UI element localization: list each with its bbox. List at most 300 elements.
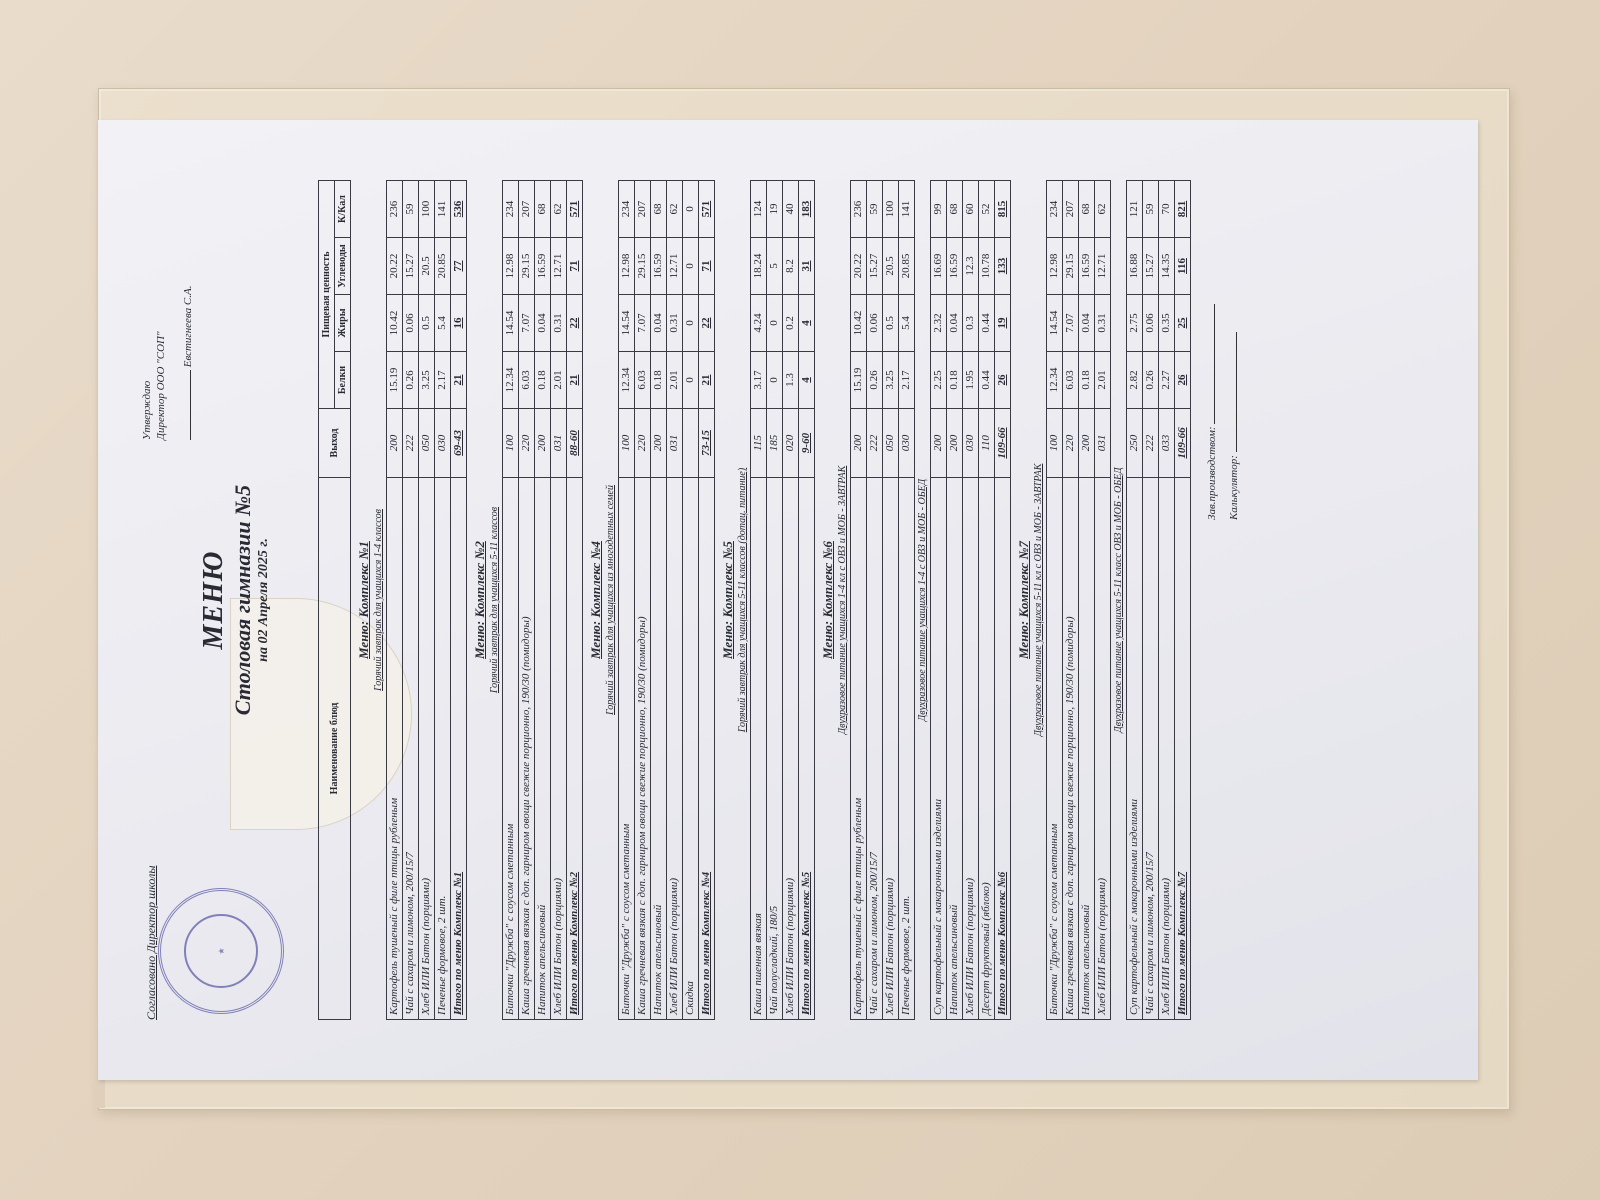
dish-carbs: 133 (995, 238, 1011, 295)
dish-output: 200 (535, 409, 551, 478)
menu-table-body (351, 181, 1191, 1020)
dish-name: Биточки "Дружба" с соусом сметанным (619, 478, 635, 1020)
dish-output: 109-66 (995, 409, 1011, 478)
section-subtitle (835, 181, 851, 1020)
dish-output: 185 (767, 409, 783, 478)
dish-carbs: 20.5 (419, 238, 435, 295)
dish-carbs: 8.2 (783, 238, 799, 295)
table-row (551, 181, 567, 1020)
dish-output: 220 (1063, 409, 1079, 478)
dish-protein: 12.34 (1047, 352, 1063, 409)
dish-name: Итого по меню Комплекс №4 (699, 478, 715, 1020)
dish-carbs: 29.15 (519, 238, 535, 295)
dish-protein: 0.18 (651, 352, 667, 409)
dish-carbs: 16.69 (931, 238, 947, 295)
dish-fat: 0.31 (1095, 295, 1111, 352)
dish-name: Картофель тушеный с филе птицы рубленым (851, 478, 867, 1020)
table-row (651, 181, 667, 1020)
dish-output: 220 (635, 409, 651, 478)
document-subtitle: Столовая гимназии №5 (230, 484, 255, 716)
document-title: МЕНЮ (198, 550, 229, 650)
section-subtitle (371, 181, 387, 1020)
table-row (851, 181, 867, 1020)
dish-protein: 1.95 (963, 352, 979, 409)
dish-name: Итого по меню Комплекс №2 (567, 478, 583, 1020)
dish-carbs: 18.24 (751, 238, 767, 295)
dish-carbs: 29.15 (635, 238, 651, 295)
dish-carbs: 12.98 (503, 238, 519, 295)
document-header (138, 160, 318, 1040)
dish-fat: 0.5 (419, 295, 435, 352)
calculator-label: Калькулятор: (1228, 455, 1240, 520)
dish-name: Каша гречневая вязкая с доп. гарниром овощи свежие порционно, 190/30 (помидоры) (635, 478, 651, 1020)
dish-fat: 10.42 (851, 295, 867, 352)
dish-output: 220 (519, 409, 535, 478)
dish-protein: 2.25 (931, 352, 947, 409)
dish-protein: 15.19 (387, 352, 403, 409)
dish-carbs: 16.59 (651, 238, 667, 295)
section-subtitle-text: Двухразовое питание учащихся 1-4 кл с ОВЗ и МОБ - ЗАВТРАК (837, 465, 848, 735)
dish-carbs: 71 (567, 238, 583, 295)
table-row (963, 181, 979, 1020)
dish-kcal: 62 (1095, 181, 1111, 238)
dish-kcal: 70 (1159, 181, 1175, 238)
dish-output: 200 (651, 409, 667, 478)
dish-protein: 12.34 (619, 352, 635, 409)
dish-kcal: 536 (451, 181, 467, 238)
dish-protein: 2.01 (551, 352, 567, 409)
dish-output: 88-60 (567, 409, 583, 478)
table-row (883, 181, 899, 1020)
dish-output: 9-60 (799, 409, 815, 478)
dish-fat: 0.35 (1159, 295, 1175, 352)
table-row (387, 181, 403, 1020)
dish-protein: 0.44 (979, 352, 995, 409)
dish-kcal: 815 (995, 181, 1011, 238)
table-row (1063, 181, 1079, 1020)
dish-output: 031 (551, 409, 567, 478)
section-subtitle (1111, 181, 1127, 1020)
dish-fat: 7.07 (519, 295, 535, 352)
dish-carbs: 15.27 (1143, 238, 1159, 295)
dish-fat: 0 (683, 295, 699, 352)
dish-carbs: 77 (451, 238, 467, 295)
dish-output: 109-66 (1175, 409, 1191, 478)
dish-kcal: 52 (979, 181, 995, 238)
dish-name: Суп картофельный с макаронными изделиями (1127, 478, 1143, 1020)
dish-protein: 3.25 (883, 352, 899, 409)
section-title (583, 181, 604, 1020)
col-name-header: Наименование блюд (319, 478, 351, 1020)
section-title-text: Меню: Комплекс №2 (472, 541, 487, 659)
col-nutrition-header: Пищевая ценность (319, 181, 335, 409)
dish-protein: 2.17 (899, 352, 915, 409)
dish-fat: 22 (699, 295, 715, 352)
dish-protein: 12.34 (503, 352, 519, 409)
section-title-text: Меню: Комплекс №6 (820, 541, 835, 659)
dish-kcal: 0 (683, 181, 699, 238)
dish-name: Итого по меню Комплекс №1 (451, 478, 467, 1020)
dish-name: Хлеб ИЛИ Батон (порциями) (1095, 478, 1111, 1020)
document-date: на 02 Апреля 2025 г. (256, 538, 271, 662)
producer-signature-line (1214, 304, 1215, 424)
dish-name: Десерт фруктовый (яблоко) (979, 478, 995, 1020)
dish-kcal: 99 (931, 181, 947, 238)
dish-name: Хлеб ИЛИ Батон (порциями) (551, 478, 567, 1020)
dish-kcal: 59 (867, 181, 883, 238)
dish-output: 222 (867, 409, 883, 478)
dish-name: Печенье формовое, 2 шт. (899, 478, 915, 1020)
dish-protein: 15.19 (851, 352, 867, 409)
dish-protein: 0.18 (947, 352, 963, 409)
total-row (1175, 181, 1191, 1020)
section-title-text: Меню: Комплекс №7 (1016, 541, 1031, 659)
dish-fat: 0.04 (1079, 295, 1095, 352)
dish-kcal: 68 (651, 181, 667, 238)
table-row (1079, 181, 1095, 1020)
calculator-signature-line (1236, 332, 1237, 452)
dish-name: Биточки "Дружба" с соусом сметанным (1047, 478, 1063, 1020)
total-row (699, 181, 715, 1020)
dish-name: Напиток апельсиновый (651, 478, 667, 1020)
section-subtitle-text: Горячий завтрак для учащихся из многодетных семей (605, 485, 616, 715)
dish-name: Биточки "Дружба" с соусом сметанным (503, 478, 519, 1020)
table-row (535, 181, 551, 1020)
dish-kcal: 236 (387, 181, 403, 238)
dish-name: Напиток апельсиновый (1079, 478, 1095, 1020)
dish-kcal: 124 (751, 181, 767, 238)
table-row (1047, 181, 1063, 1020)
dish-carbs: 20.85 (435, 238, 451, 295)
dish-output: 200 (947, 409, 963, 478)
section-title (715, 181, 736, 1020)
dish-fat: 0.31 (667, 295, 683, 352)
dish-fat: 25 (1175, 295, 1191, 352)
dish-output: 115 (751, 409, 767, 478)
section-title (815, 181, 836, 1020)
dish-carbs: 12.98 (619, 238, 635, 295)
dish-kcal: 40 (783, 181, 799, 238)
dish-fat: 14.54 (503, 295, 519, 352)
dish-fat: 0.2 (783, 295, 799, 352)
section-subtitle-text: Горячий завтрак для учащихся 1-4 классов (373, 509, 384, 691)
dish-kcal: 68 (535, 181, 551, 238)
total-row (451, 181, 467, 1020)
dish-name: Итого по меню Комплекс №5 (799, 478, 815, 1020)
dish-protein: 0 (767, 352, 783, 409)
table-row (1127, 181, 1143, 1020)
dish-name: Хлеб ИЛИ Батон (порциями) (667, 478, 683, 1020)
dish-fat: 0.44 (979, 295, 995, 352)
section-title (351, 181, 372, 1020)
dish-fat: 19 (995, 295, 1011, 352)
total-row (995, 181, 1011, 1020)
dish-output: 222 (403, 409, 419, 478)
section-subtitle (915, 181, 931, 1020)
dish-fat: 4.24 (751, 295, 767, 352)
dish-output: 100 (503, 409, 519, 478)
dish-output: 100 (619, 409, 635, 478)
table-row (503, 181, 519, 1020)
table-row (979, 181, 995, 1020)
total-row (567, 181, 583, 1020)
approve-director: Директор ООО "СОП" (155, 331, 167, 440)
dish-name: Хлеб ИЛИ Батон (порциями) (783, 478, 799, 1020)
dish-name: Напиток апельсиновый (947, 478, 963, 1020)
dish-protein: 6.03 (1063, 352, 1079, 409)
dish-fat: 22 (567, 295, 583, 352)
dish-kcal: 100 (883, 181, 899, 238)
dish-kcal: 100 (419, 181, 435, 238)
dish-carbs: 20.22 (387, 238, 403, 295)
dish-protein: 21 (451, 352, 467, 409)
dish-output: 250 (1127, 409, 1143, 478)
table-row (519, 181, 535, 1020)
dish-name: Печенье формовое, 2 шт. (435, 478, 451, 1020)
table-row (419, 181, 435, 1020)
dish-fat: 0.31 (551, 295, 567, 352)
dish-protein: 1.3 (783, 352, 799, 409)
dish-output: 200 (931, 409, 947, 478)
dish-kcal: 821 (1175, 181, 1191, 238)
col-fat-header: Жиры (335, 295, 351, 352)
section-subtitle-text: Двухразовое питание учащихся 1-4 с ОВЗ и МОБ - ОБЕД (917, 478, 928, 722)
section-subtitle-text: Двухразовое питание учащихся 5-11 класс ОВЗ и МОБ - ОБЕД (1113, 467, 1124, 733)
dish-protein: 0.18 (535, 352, 551, 409)
section-subtitle-text: Двухразовое питание учащихся 5-11 кл с ОВЗ и МОБ - ЗАВТРАК (1033, 463, 1044, 737)
approve-label: Утверждаю (141, 380, 153, 440)
dish-kcal: 60 (963, 181, 979, 238)
section-subtitle (603, 181, 619, 1020)
dish-carbs: 0 (683, 238, 699, 295)
dish-name: Итого по меню Комплекс №7 (1175, 478, 1191, 1020)
dish-protein: 26 (1175, 352, 1191, 409)
menu-sheet (98, 120, 1478, 1080)
dish-kcal: 141 (435, 181, 451, 238)
dish-fat: 0.5 (883, 295, 899, 352)
dish-output: 110 (979, 409, 995, 478)
section-subtitle-text: Горячий завтрак для учащихся 5-11 классов (489, 506, 500, 694)
table-row (683, 181, 699, 1020)
dish-output: 200 (1079, 409, 1095, 478)
approve-name: Евстигнеева С.А. (182, 285, 194, 368)
dish-kcal: 571 (567, 181, 583, 238)
section-subtitle-text: Горячий завтрак для учащихся 5-11 классов (дотац. питание) (737, 467, 748, 733)
dish-name: Хлеб ИЛИ Батон (порциями) (883, 478, 899, 1020)
dish-output: 69-43 (451, 409, 467, 478)
dish-carbs: 12.71 (667, 238, 683, 295)
dish-fat: 0.06 (867, 295, 883, 352)
dish-kcal: 234 (503, 181, 519, 238)
dish-output: 033 (1159, 409, 1175, 478)
dish-kcal: 234 (619, 181, 635, 238)
dish-carbs: 10.78 (979, 238, 995, 295)
table-row (1095, 181, 1111, 1020)
dish-name: Каша гречневая вязкая с доп. гарниром овощи свежие порционно, 190/30 (помидоры) (519, 478, 535, 1020)
table-row (947, 181, 963, 1020)
official-stamp-icon: ★ (158, 888, 284, 1014)
dish-fat: 7.07 (1063, 295, 1079, 352)
dish-output: 050 (883, 409, 899, 478)
dish-kcal: 59 (403, 181, 419, 238)
section-title-text: Меню: Комплекс №1 (356, 541, 371, 659)
dish-protein: 3.25 (419, 352, 435, 409)
total-row (799, 181, 815, 1020)
table-row (931, 181, 947, 1020)
menu-document (138, 160, 1438, 1040)
dish-name: Чай с сахаром и лимоном, 200/15/7 (867, 478, 883, 1020)
signature-block (1201, 180, 1245, 520)
approval-block (140, 180, 195, 440)
dish-name: Хлеб ИЛИ Батон (порциями) (1159, 478, 1175, 1020)
dish-protein: 2.27 (1159, 352, 1175, 409)
table-row (635, 181, 651, 1020)
menu-table (318, 180, 1191, 1020)
dish-fat: 14.54 (1047, 295, 1063, 352)
dish-kcal: 19 (767, 181, 783, 238)
dish-name: Напиток апельсиновый (535, 478, 551, 1020)
table-row (667, 181, 683, 1020)
dish-kcal: 68 (947, 181, 963, 238)
dish-carbs: 29.15 (1063, 238, 1079, 295)
dish-carbs: 12.71 (1095, 238, 1111, 295)
dish-name: Каша пшенная вязкая (751, 478, 767, 1020)
dish-carbs: 16.88 (1127, 238, 1143, 295)
dish-output: 031 (1095, 409, 1111, 478)
dish-name: Итого по меню Комплекс №6 (995, 478, 1011, 1020)
dish-kcal: 236 (851, 181, 867, 238)
table-row (403, 181, 419, 1020)
dish-protein: 2.01 (1095, 352, 1111, 409)
col-protein-header: Белки (335, 352, 351, 409)
table-row (1159, 181, 1175, 1020)
dish-carbs: 12.71 (551, 238, 567, 295)
dish-protein: 0.26 (1143, 352, 1159, 409)
dish-carbs: 31 (799, 238, 815, 295)
dish-fat: 2.32 (931, 295, 947, 352)
dish-fat: 0.04 (947, 295, 963, 352)
section-subtitle (487, 181, 503, 1020)
table-row (751, 181, 767, 1020)
table-row (899, 181, 915, 1020)
dish-carbs: 71 (699, 238, 715, 295)
dish-name: Хлеб ИЛИ Батон (порциями) (419, 478, 435, 1020)
dish-kcal: 141 (899, 181, 915, 238)
dish-output: 200 (387, 409, 403, 478)
col-kcal-header: К/Кал (335, 181, 351, 238)
dish-kcal: 62 (667, 181, 683, 238)
dish-fat: 5.4 (899, 295, 915, 352)
dish-output: 030 (435, 409, 451, 478)
dish-carbs: 12.98 (1047, 238, 1063, 295)
dish-fat: 0.3 (963, 295, 979, 352)
dish-output: 200 (851, 409, 867, 478)
dish-protein: 6.03 (635, 352, 651, 409)
agreed-label: Согласовано Директор школы (144, 865, 158, 1020)
dish-kcal: 207 (635, 181, 651, 238)
dish-name: Каша гречневая вязкая с доп. гарниром овощи свежие порционно, 190/30 (помидоры) (1063, 478, 1079, 1020)
col-out-header: Выход (319, 409, 351, 478)
dish-output: 031 (667, 409, 683, 478)
dish-protein: 0.26 (403, 352, 419, 409)
dish-kcal: 207 (1063, 181, 1079, 238)
dish-fat: 0.06 (403, 295, 419, 352)
dish-protein: 4 (799, 352, 815, 409)
dish-fat: 4 (799, 295, 815, 352)
dish-output: 030 (899, 409, 915, 478)
dish-carbs: 14.35 (1159, 238, 1175, 295)
section-title-text: Меню: Комплекс №5 (720, 541, 735, 659)
dish-fat: 14.54 (619, 295, 635, 352)
section-title (1011, 181, 1032, 1020)
dish-protein: 21 (567, 352, 583, 409)
section-subtitle (1031, 181, 1047, 1020)
dish-name: Хлеб ИЛИ Батон (порциями) (963, 478, 979, 1020)
dish-kcal: 571 (699, 181, 715, 238)
table-row (783, 181, 799, 1020)
dish-output: 030 (963, 409, 979, 478)
table-row (767, 181, 783, 1020)
dish-protein: 26 (995, 352, 1011, 409)
dish-fat: 0.04 (535, 295, 551, 352)
dish-carbs: 16.59 (1079, 238, 1095, 295)
dish-protein: 21 (699, 352, 715, 409)
section-title-text: Меню: Комплекс №4 (588, 541, 603, 659)
dish-output: 020 (783, 409, 799, 478)
dish-output: 73-15 (699, 409, 715, 478)
dish-fat: 5.4 (435, 295, 451, 352)
dish-name: Суп картофельный с макаронными изделиями (931, 478, 947, 1020)
dish-output (683, 409, 699, 478)
table-row (435, 181, 451, 1020)
table-row (1143, 181, 1159, 1020)
dish-fat: 2.75 (1127, 295, 1143, 352)
dish-protein: 0.26 (867, 352, 883, 409)
dish-carbs: 20.85 (899, 238, 915, 295)
dish-protein: 0 (683, 352, 699, 409)
document-title-block (198, 160, 272, 1040)
dish-fat: 0.06 (1143, 295, 1159, 352)
dish-kcal: 234 (1047, 181, 1063, 238)
dish-kcal: 183 (799, 181, 815, 238)
section-title (467, 181, 488, 1020)
dish-kcal: 207 (519, 181, 535, 238)
dish-name: Чай с сахаром и лимоном, 200/15/7 (1143, 478, 1159, 1020)
dish-fat: 7.07 (635, 295, 651, 352)
dish-protein: 2.82 (1127, 352, 1143, 409)
dish-carbs: 15.27 (403, 238, 419, 295)
signature-line (168, 370, 191, 440)
col-carb-header: Углеводы (335, 238, 351, 295)
dish-output: 050 (419, 409, 435, 478)
dish-name: Чай полусладкий, 180/5 (767, 478, 783, 1020)
section-subtitle (735, 181, 751, 1020)
dish-carbs: 15.27 (867, 238, 883, 295)
table-row (619, 181, 635, 1020)
dish-carbs: 20.5 (883, 238, 899, 295)
dish-kcal: 121 (1127, 181, 1143, 238)
dish-name: Картофель тушеный с филе птицы рубленым (387, 478, 403, 1020)
dish-carbs: 5 (767, 238, 783, 295)
dish-carbs: 16.59 (947, 238, 963, 295)
dish-name: Скидка (683, 478, 699, 1020)
dish-carbs: 16.59 (535, 238, 551, 295)
producer-label: Зав.производством: (1206, 426, 1218, 520)
dish-protein: 3.17 (751, 352, 767, 409)
dish-kcal: 62 (551, 181, 567, 238)
dish-fat: 16 (451, 295, 467, 352)
dish-carbs: 20.22 (851, 238, 867, 295)
